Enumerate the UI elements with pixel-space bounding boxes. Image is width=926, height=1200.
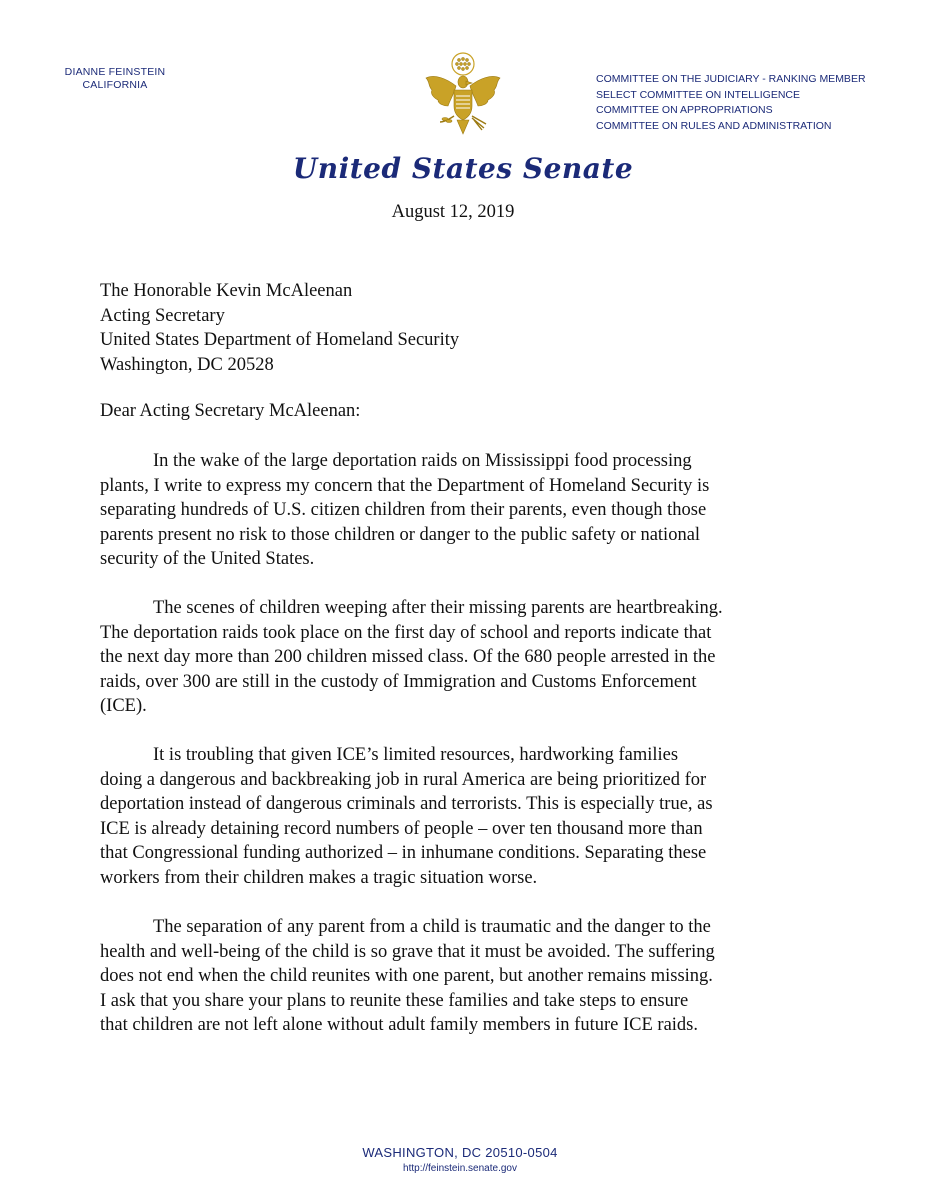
paragraph-line: In the wake of the large deportation raids on Mississippi food processing (153, 451, 692, 471)
eagle-seal-graphic (418, 50, 508, 142)
paragraph-line: workers from their children makes a tragic situation worse. (100, 867, 538, 888)
eagle-seal-icon (418, 50, 508, 142)
paragraph-line: raids, over 300 are still in the custody of Immigration and Customs Enforcement (100, 671, 697, 692)
recipient-name: The Honorable Kevin McAleenan (100, 281, 353, 301)
paragraph-line: I ask that you share your plans to reunite these families and take steps to ensure (100, 990, 689, 1011)
paragraph-line: The scenes of children weeping after their missing parents are heartbreaking. (153, 598, 723, 618)
recipient-title: Acting Secretary (100, 305, 225, 326)
paragraph-line: that children are not left alone without adult family members in future ICE raids. (100, 1015, 698, 1035)
paragraph-line: that Congressional funding authorized – in inhumane conditions. Separating these (100, 843, 707, 863)
paragraph-line: The separation of any parent from a child is traumatic and the danger to the (153, 917, 711, 937)
paragraph-line: does not end when the child reunites with one parent, but another remains missing. (100, 966, 713, 986)
paragraph-line: parents present no risk to those children or danger to the public safety or national (100, 524, 701, 545)
letterhead-footer (0, 1145, 920, 1174)
recipient-city: Washington, DC 20528 (100, 354, 274, 375)
salutation: Dear Acting Secretary McAleenan: (100, 401, 361, 421)
paragraph-line: ICE is already detaining record numbers of people – over ten thousand more than (100, 818, 703, 839)
recipient-address (100, 279, 459, 377)
paragraph-line: health and well-being of the child is so grave that it must be avoided. The suffering (100, 941, 715, 962)
recipient-department: United States Department of Homeland Security (100, 330, 460, 350)
committee-list (596, 72, 866, 134)
body-paragraph-3 (100, 743, 812, 890)
body-paragraph-4 (100, 915, 812, 1038)
committee-item: SELECT COMMITTEE ON INTELLIGENCE (596, 88, 801, 101)
footer-address: WASHINGTON, DC 20510-0504 (362, 1145, 558, 1160)
footer-url[interactable]: http://feinstein.senate.gov (403, 1163, 517, 1174)
paragraph-line: plants, I write to express my concern that the Department of Homeland Security is (100, 475, 710, 496)
body-paragraph-2 (100, 596, 812, 719)
committee-item: COMMITTEE ON APPROPRIATIONS (596, 104, 773, 116)
letter-date: August 12, 2019 (391, 202, 515, 222)
paragraph-line: separating hundreds of U.S. citizen children from their parents, even though those (100, 500, 707, 520)
paragraph-line: doing a dangerous and backbreaking job in rural America are being prioritized for (100, 769, 707, 790)
committee-item: COMMITTEE ON THE JUDICIARY - RANKING MEMBER (596, 73, 866, 85)
paragraph-line: security of the United States. (100, 549, 315, 569)
body-paragraph-1 (100, 449, 812, 572)
sender-name: DIANNE FEINSTEIN (64, 66, 166, 78)
paragraph-line: deportation instead of dangerous criminals and terrorists. This is especially true, as (100, 794, 713, 814)
paragraph-line: the next day more than 200 children missed class. Of the 680 people arrested in the (100, 647, 716, 667)
paragraph-line: The deportation raids took place on the first day of school and reports indicate that (100, 622, 712, 643)
letterhead-title: United States Senate (292, 152, 634, 185)
sender-state: CALIFORNIA (82, 79, 148, 91)
sender-block (55, 66, 175, 92)
paragraph-line: It is troubling that given ICE’s limited resources, hardworking families (153, 745, 679, 765)
committee-item: COMMITTEE ON RULES AND ADMINISTRATION (596, 119, 832, 132)
paragraph-line: (ICE). (100, 696, 147, 716)
